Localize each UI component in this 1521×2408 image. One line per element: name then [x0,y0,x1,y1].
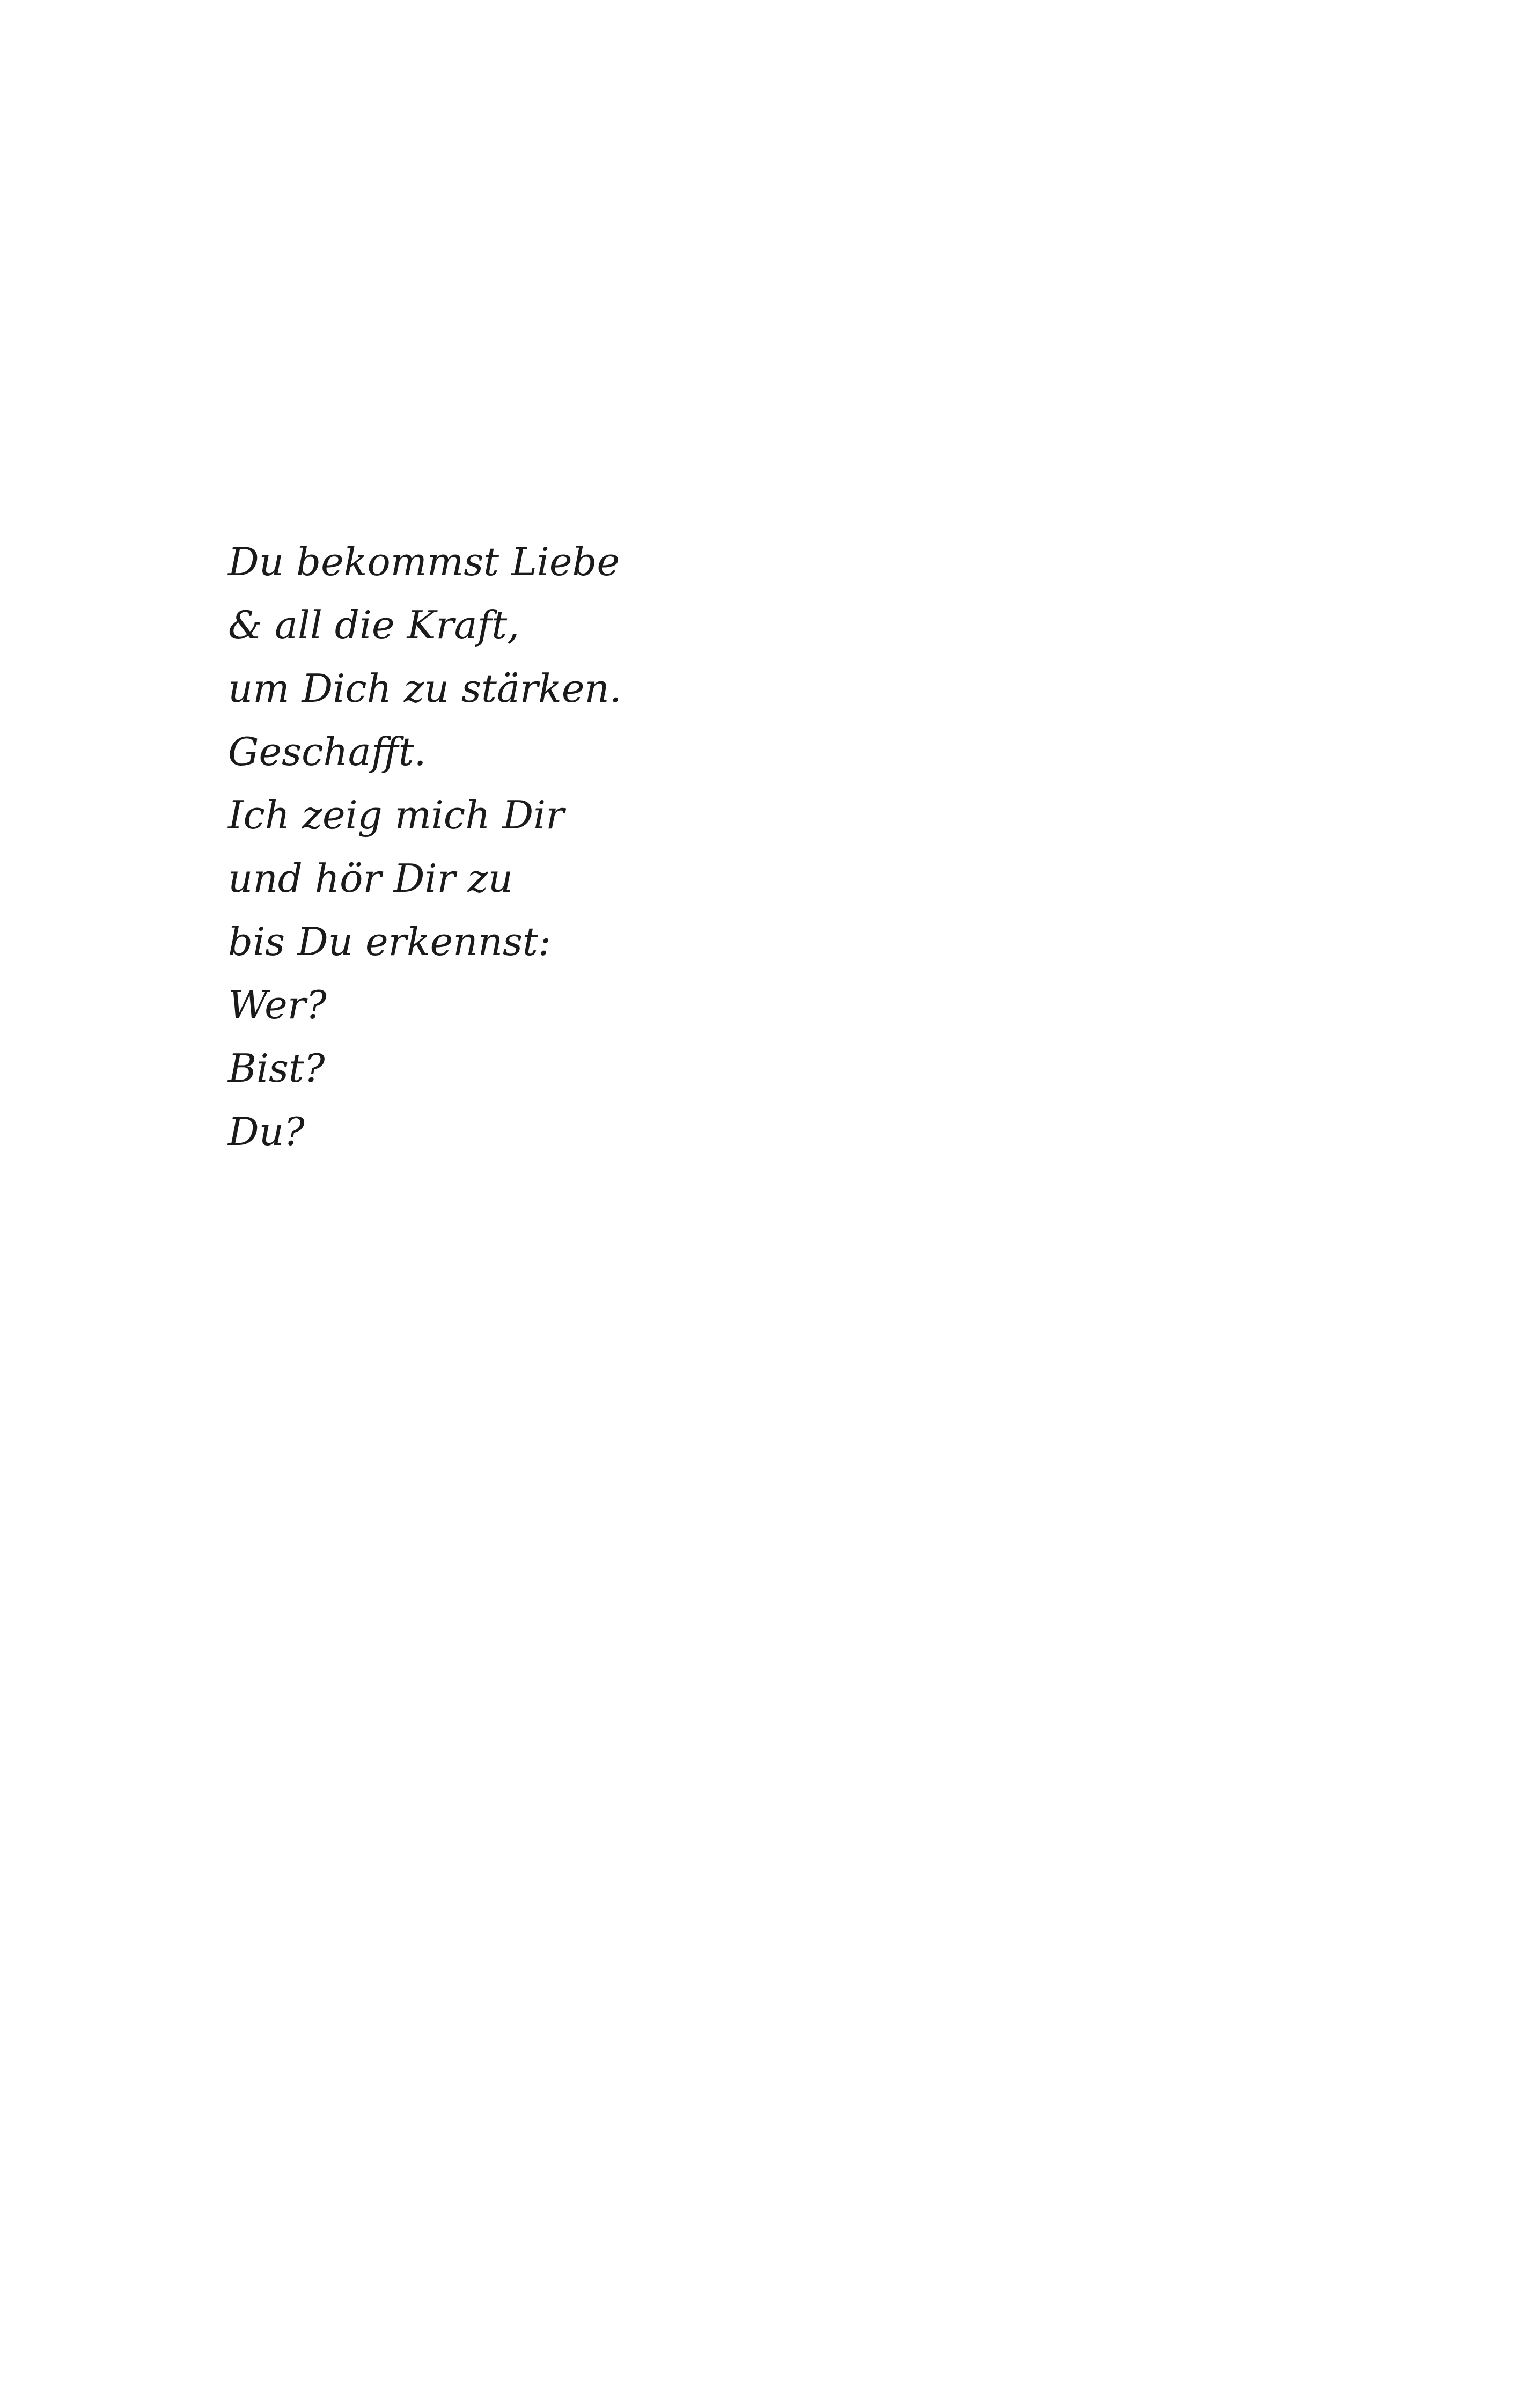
poem-line: Bist? [228,1046,325,1091]
poem-line: & all die Kraft, [228,603,520,648]
poem-line: Ich zeig mich Dir [228,792,564,838]
poem-line: Du? [228,1109,305,1154]
poem-line: um Dich zu stärken. [228,666,622,711]
poem-line: Du bekommst Liebe [228,539,620,584]
poem-line: Wer? [228,982,327,1027]
poem-line: und hör Dir zu [228,856,513,901]
poem-line: Geschafft. [228,729,427,774]
poem-line: bis Du erkennst: [228,919,552,964]
poem-stanza [228,530,622,1163]
